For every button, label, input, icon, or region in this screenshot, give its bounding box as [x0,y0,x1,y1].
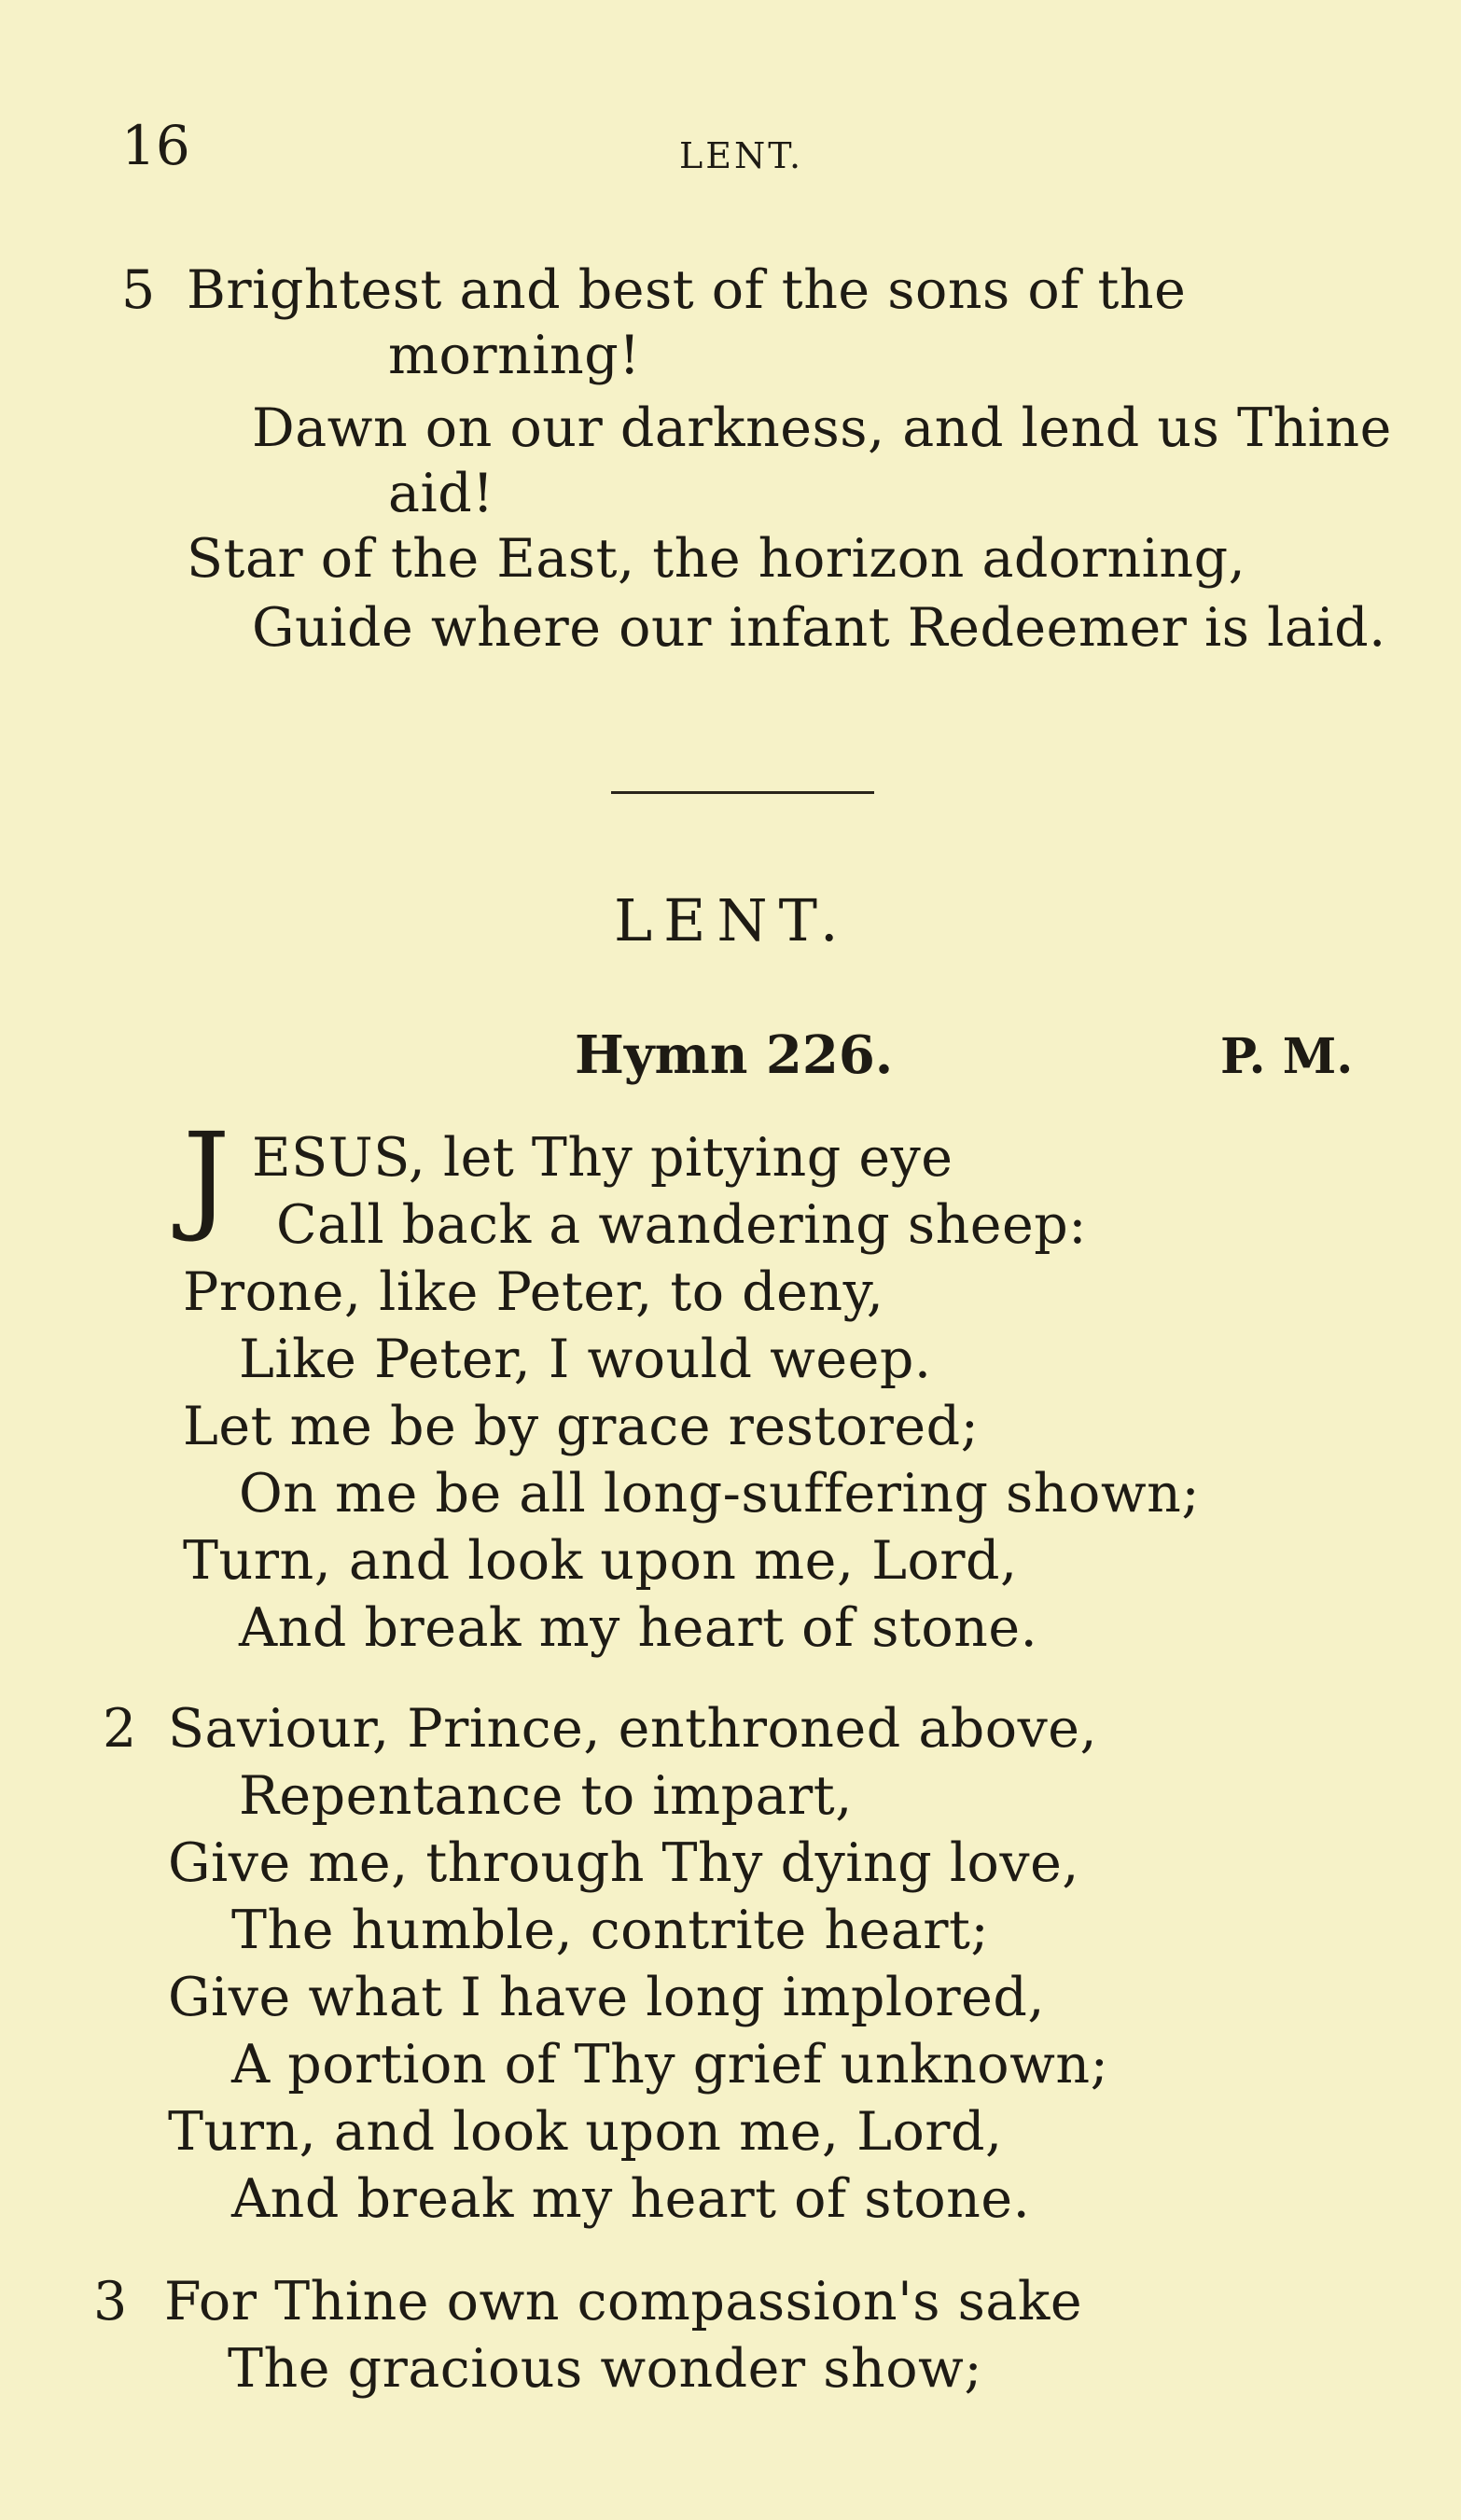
section-divider [611,791,874,794]
verse-line: A portion of Thy grief unknown; [231,2034,1109,2095]
verse-line: Saviour, Prince, enthroned above, [168,1698,1098,1760]
verse-line: Turn, and look upon me, Lord, [168,2101,1003,2163]
verse-line: morning! [388,325,641,386]
verse-line: The humble, contrite heart; [231,1900,990,1961]
hymn-meter: P. M. [1220,1028,1354,1085]
drop-cap: J [183,1107,230,1245]
section-title: LENT. [614,886,850,954]
verse-line: Like Peter, I would weep. [239,1329,932,1390]
verse-line: And break my heart of stone. [239,1597,1038,1659]
running-title: LENT. [679,135,804,176]
verse-line: On me be all long-suffering shown; [239,1463,1201,1525]
hymn-title: Hymn 226. [575,1024,894,1086]
verse-number: 3 [93,2271,128,2332]
verse-line: Dawn on our darkness, and lend us Thine [252,397,1392,459]
page-number: 16 [121,114,190,177]
verse-line: aid! [388,463,494,524]
verse-number: 2 [103,1698,137,1760]
verse-line: For Thine own compassion's sake [164,2271,1083,2332]
verse-line: And break my heart of stone. [231,2168,1031,2230]
verse-line: ESUS, let Thy pitying eye [252,1127,953,1189]
verse-line: Brightest and best of the sons of the [187,259,1187,321]
verse-line: Give me, through Thy dying love, [168,1832,1079,1894]
verse-line: Turn, and look upon me, Lord, [183,1530,1018,1592]
verse-line: The gracious wonder show; [228,2338,983,2400]
verse-line: Star of the East, the horizon adorning, [187,528,1246,590]
verse-number: 5 [121,259,156,321]
verse-line: Guide where our infant Redeemer is laid. [252,597,1386,659]
verse-line: Prone, like Peter, to deny, [183,1261,884,1323]
verse-line: Give what I have long implored, [168,1967,1045,2028]
verse-line: Let me be by grace restored; [183,1396,980,1457]
verse-line: Call back a wandering sheep: [276,1194,1087,1256]
verse-line: Repentance to impart, [239,1765,853,1827]
